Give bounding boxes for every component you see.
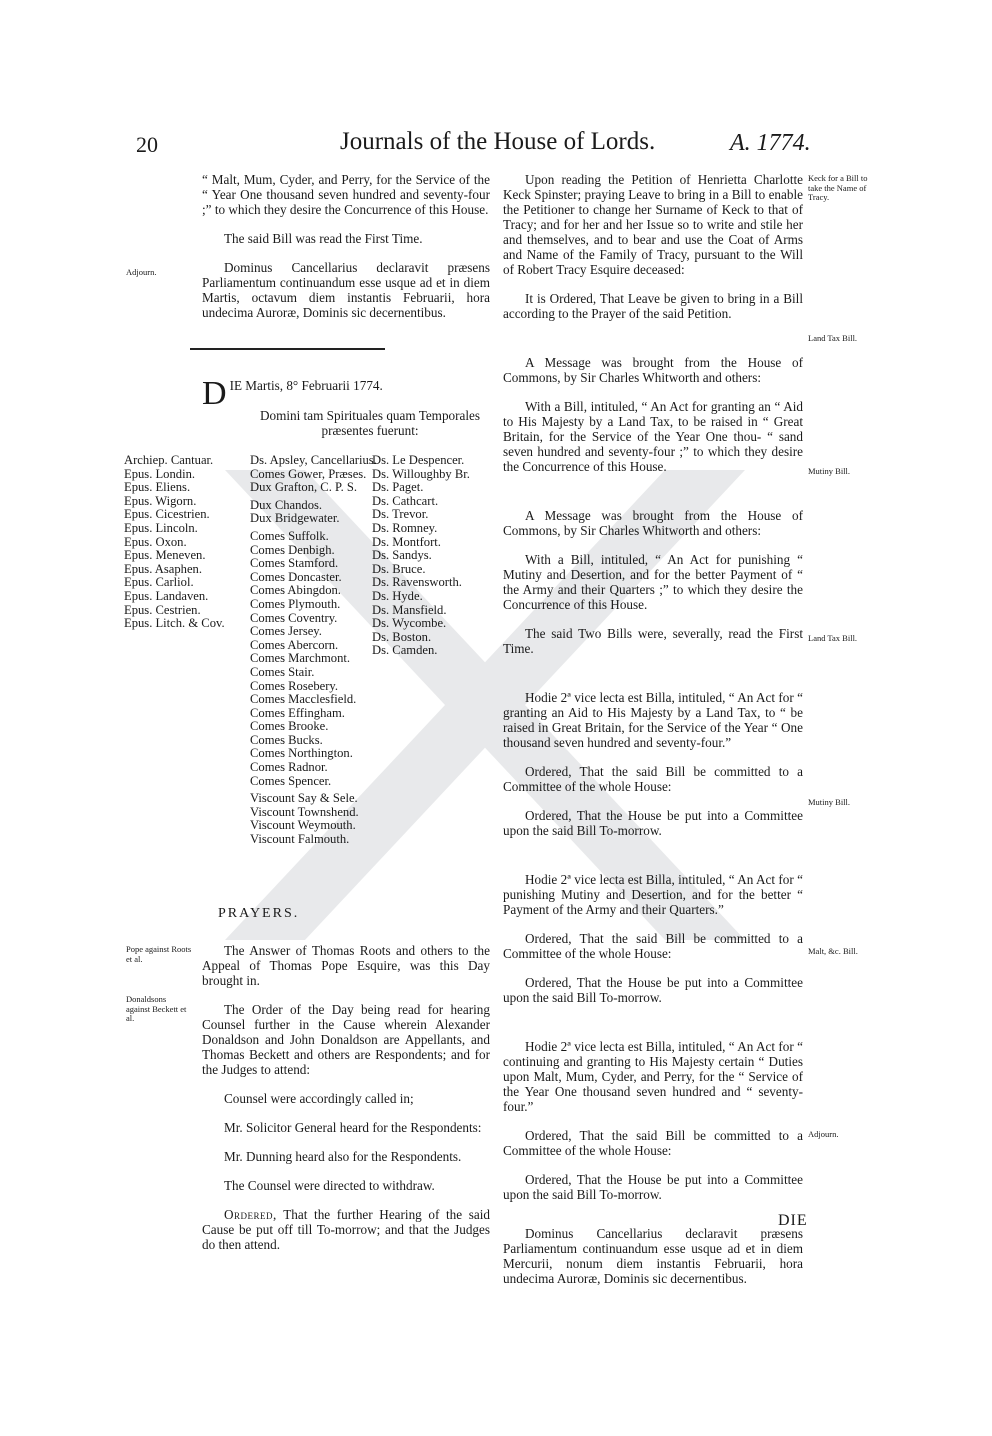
page-number: 20	[136, 132, 158, 157]
malt-bill-continuation: “ Malt, Mum, Cyder, and Perry, for the Service of the “ Year One thousand seven hundred and seventy-four ;” to which they desire the Concurrence of this House.	[202, 172, 490, 217]
margin-note-pope: Pope against Roots et al.	[126, 944, 192, 964]
counsel-withdraw: The Counsel were directed to withdraw.	[224, 1178, 435, 1193]
lord-entry: Comes Abercorn.	[250, 637, 339, 652]
lord-entry: Dux Bridgewater.	[250, 511, 340, 526]
margin-note-mutiny-2: Mutiny Bill.	[808, 797, 851, 807]
lord-entry: Ds. Apsley, Cancellarius.	[250, 453, 377, 467]
lord-entry: Comes Plymouth.	[250, 596, 341, 611]
lord-entry: Ds. Trevor.	[372, 507, 429, 522]
land-tax-committee: Ordered, That the House be put into a Committee upon the said Bill To-morrow.	[503, 808, 803, 838]
page-year: A. 1774.	[730, 130, 811, 156]
lord-entry: Ds. Le Despencer.	[372, 453, 465, 467]
lord-entry: Comes Abingdon.	[250, 583, 341, 598]
right-column	[503, 172, 803, 1300]
lords-list-bishops	[124, 454, 249, 631]
lord-entry: Ds. Camden.	[372, 643, 438, 658]
lord-entry: Ds. Willoughby Br.	[372, 466, 470, 481]
land-tax-commit: Ordered, That the said Bill be committed to a Committee of the whole House:	[503, 764, 803, 794]
lord-entry: Ds. Hyde.	[372, 588, 423, 603]
lord-entry: Epus. Asaphen.	[124, 561, 203, 576]
lord-entry: Epus. Cicestrien.	[124, 507, 210, 522]
lord-entry: Epus. Lincoln.	[124, 520, 198, 535]
lord-entry: Ds. Sandys.	[372, 548, 432, 563]
session-heading	[202, 375, 490, 412]
lord-entry: Ds. Ravensworth.	[372, 575, 462, 590]
lord-entry: Comes Northington.	[250, 746, 353, 761]
lord-entry: Comes Stamford.	[250, 556, 339, 571]
lord-entry: Comes Denbigh.	[250, 542, 335, 557]
further-hearing-order: Ordered, That the further Hearing of the said Cause be put off till To-morrow; and that the Judges do then attend.	[202, 1207, 491, 1252]
lord-entry: Epus. Oxon.	[124, 534, 187, 549]
margin-note-adjourn-left: Adjourn.	[126, 267, 157, 277]
prayers-heading: PRAYERS.	[218, 906, 300, 921]
malt-second-reading: Hodie 2ª vice lecta est Billa, intituled, “ An Act for “ continuing and granting to His Majesty certain “ Duties upon Malt, Mum, Cyder, and Perry, for the “ Service of the Year One thousand seven hundred and “ seventy-four.”	[503, 1039, 803, 1114]
land-tax-second-reading: Hodie 2ª vice lecta est Billa, intituled, “ An Act for “ granting an Aid to His Majesty by a Land Tax, to “ be raised in Great Britain, for the Service of the Year “ One thousand seven hundred and seventy-four.”	[503, 690, 803, 750]
margin-note-keck: Keck for a Bill to take the Name of Tracy.	[808, 173, 868, 202]
drop-capital: D	[202, 375, 227, 412]
lord-entry: Comes Brooke.	[250, 719, 329, 734]
lord-entry: Viscount Falmouth.	[250, 832, 350, 847]
lord-entry: Epus. Litch. & Cov.	[124, 616, 225, 631]
lord-entry: Epus. Meneven.	[124, 548, 206, 563]
keck-petition: Upon reading the Petition of Henrietta Charlotte Keck Spinster; praying Leave to bring in a Bill to enable the Petitioner to change her Surname of Keck to that of Tracy; and for her and her Issue so to write and stile her and themselves, and to bear and use the Coat of Arms and Name of the Family of Tracy, pursuant to the Will of Robert Tracy Esquire deceased:	[503, 172, 803, 277]
lord-entry: Comes Bucks.	[250, 732, 323, 747]
lord-entry: Ds. Cathcart.	[372, 493, 439, 508]
keck-order: It is Ordered, That Leave be given to bring in a Bill according to the Prayer of the said Petition.	[503, 291, 803, 321]
mutiny-second-reading: Hodie 2ª vice lecta est Billa, intituled, “ An Act for “ punishing Mutiny and Desertion, and for the better “ Payment of the Army and their Quarters.”	[503, 872, 803, 917]
lords-list-barons	[372, 454, 490, 658]
lord-entry: Viscount Weymouth.	[250, 818, 356, 833]
message-commons-2: A Message was brought from the House of Commons, by Sir Charles Whitworth and others:	[503, 508, 803, 538]
margin-note-land-tax-1: Land Tax Bill.	[808, 333, 858, 343]
lord-entry: Epus. Londin.	[124, 466, 196, 481]
mutiny-bill-message: With a Bill, intituled, “ An Act for punishing “ Mutiny and Desertion, and for the better Payment of “ the Army and their Quarters ;” to which they desire the Concurrence of this House.	[503, 552, 803, 612]
lord-entry: Epus. Wigorn.	[124, 493, 197, 508]
lord-entry: Epus. Landaven.	[124, 588, 209, 603]
lord-entry: Comes Marchmont.	[250, 651, 351, 666]
margin-note-adjourn-right: Adjourn.	[808, 1129, 839, 1139]
message-commons-1: A Message was brought from the House of Commons, by Sir Charles Whitworth and others:	[503, 355, 803, 385]
margin-note-malt: Malt, &c. Bill.	[808, 946, 858, 956]
domini-present: Domini tam Spirituales quam Temporales præsentes fuerunt:	[259, 408, 481, 438]
lord-entry: Comes Suffolk.	[250, 528, 329, 543]
lord-entry: Comes Effingham.	[250, 705, 345, 720]
session-date: IE Martis, 8° Februarii 1774.	[229, 378, 383, 393]
first-reading-note: The said Bill was read the First Time.	[224, 231, 423, 246]
lord-entry: Epus. Eliens.	[124, 480, 191, 495]
dunning-heard: Mr. Dunning heard also for the Respondents.	[224, 1149, 462, 1164]
malt-commit: Ordered, That the said Bill be committed to a Committee of the whole House:	[503, 1128, 803, 1158]
lord-entry: Archiep. Cantuar.	[124, 453, 214, 467]
lord-entry: Ds. Montfort.	[372, 534, 441, 549]
lord-entry: Viscount Say & Sele.	[250, 791, 358, 806]
lords-list-earls	[250, 453, 377, 847]
lord-entry: Comes Gower, Præses.	[250, 466, 367, 481]
lord-entry: Dux Chandos.	[250, 497, 323, 512]
lord-entry: Comes Spencer.	[250, 773, 332, 788]
left-column-bottom	[202, 943, 490, 1266]
journal-title: Journals of the House of Lords.	[340, 128, 656, 155]
counsel-called: Counsel were accordingly called in;	[224, 1091, 414, 1106]
lord-entry: Comes Stair.	[250, 664, 315, 679]
lord-entry: Ds. Bruce.	[372, 561, 426, 576]
land-tax-bill-message: With a Bill, intituled, “ An Act for granting an “ Aid to His Majesty by a Land Tax, to be raised in “ Great Britain, for the Service of the Year One thou- “ sand seven hundred and seventy-four ;” to which they desire the Concurrence of this House.	[503, 399, 803, 474]
mutiny-committee: Ordered, That the House be put into a Committee upon the said Bill To-morrow.	[503, 975, 803, 1005]
lord-entry: Comes Rosebery.	[250, 678, 339, 693]
left-column-top	[202, 172, 490, 334]
lord-entry: Epus. Cestrien.	[124, 602, 201, 617]
adjournment-text: Dominus Cancellarius declaravit præsens Parliamentum continuandum esse usque ad et in diem Martis, octavum diem instantis Februarii, hora undecima Auroræ, Dominis sic decernentibus.	[202, 260, 490, 320]
answer-roots-text: The Answer of Thomas Roots and others to the Appeal of Thomas Pope Esquire, was this Day brought in.	[202, 943, 490, 988]
section-divider	[190, 348, 385, 350]
catchword: DIE	[778, 1212, 808, 1229]
lord-entry: Ds. Boston.	[372, 629, 432, 644]
lord-entry: Comes Macclesfield.	[250, 692, 357, 707]
lord-entry: Dux Grafton, C. P. S.	[250, 480, 358, 495]
margin-note-donaldsons: Donaldsons against Beckett et al.	[126, 994, 187, 1023]
lord-entry: Comes Jersey.	[250, 624, 322, 639]
order-day-text: The Order of the Day being read for hearing Counsel further in the Cause wherein Alexander Donaldson and John Donaldson are Appellants, and Thomas Beckett and others are Respondents; and for the Judges to attend:	[202, 1002, 490, 1077]
malt-committee: Ordered, That the House be put into a Committee upon the said Bill To-morrow.	[503, 1172, 803, 1202]
two-bills-read: The said Two Bills were, severally, read the First Time.	[503, 626, 803, 656]
lord-entry: Ds. Mansfield.	[372, 602, 447, 617]
margin-note-mutiny-1: Mutiny Bill.	[808, 466, 851, 476]
lord-entry: Epus. Carliol.	[124, 575, 194, 590]
adjournment-right: Dominus Cancellarius declaravit præsens Parliamentum continuandum esse usque ad et in diem Mercurii, nonum diem instantis Februarii, hora undecima Auroræ, Dominis sic decernentibus.	[503, 1226, 803, 1286]
lord-entry: Comes Doncaster.	[250, 569, 342, 584]
mutiny-commit: Ordered, That the said Bill be committed to a Committee of the whole House:	[503, 931, 803, 961]
lord-entry: Comes Radnor.	[250, 760, 328, 775]
margin-note-land-tax-2: Land Tax Bill.	[808, 633, 858, 643]
lord-entry: Comes Coventry.	[250, 610, 338, 625]
lord-entry: Viscount Townshend.	[250, 804, 359, 819]
lord-entry: Ds. Romney.	[372, 520, 438, 535]
lord-entry: Ds. Paget.	[372, 480, 424, 495]
page-header	[0, 128, 992, 168]
lord-entry: Ds. Wycombe.	[372, 616, 447, 631]
solicitor-heard: Mr. Solicitor General heard for the Respondents:	[224, 1120, 482, 1135]
